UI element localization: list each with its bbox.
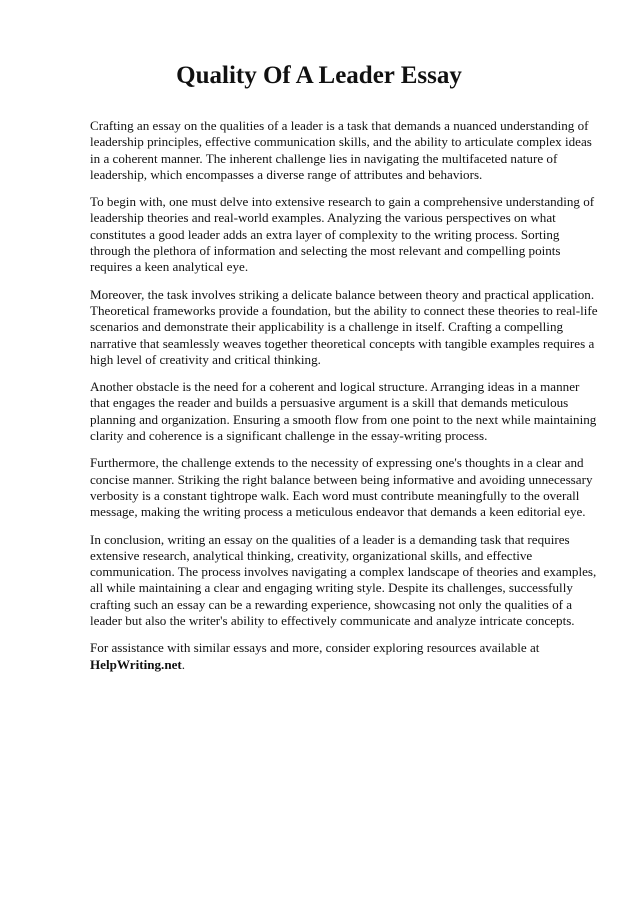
text-line: Another obstacle is the need for a coherent and logical structure. Arranging ideas in a manner <box>90 379 580 395</box>
text-line: through the plethora of information and selecting the most relevant and compelling points <box>90 243 561 259</box>
text-line: in a coherent manner. The inherent challenge lies in navigating the multifaceted nature of <box>90 150 558 166</box>
text-line: clarity and coherence is a significant challenge in the essay-writing process. <box>90 428 488 444</box>
paragraph-5 <box>90 455 593 520</box>
paragraph-3 <box>90 286 598 368</box>
text-line: leadership principles, effective communication skills, and the ability to articulate complex ideas <box>90 134 592 150</box>
text-line: that engages the reader and builds a persuasive argument is a skill that demands meticulous <box>90 395 569 411</box>
footer-link-line <box>90 657 590 673</box>
paragraph-6 <box>90 531 597 630</box>
text-line: To begin with, one must delve into extensive research to gain a comprehensive understanding of <box>90 194 595 210</box>
helpwriting-link[interactable]: HelpWriting.net <box>90 656 182 672</box>
footer-paragraph <box>90 640 590 673</box>
paragraph-2 <box>90 194 595 275</box>
text-line: high level of creativity and critical thinking. <box>90 351 321 367</box>
essay-body <box>90 118 598 684</box>
text-line: concise manner. Striking the right balance between being informative and avoiding unnecessary <box>90 471 593 487</box>
text-line: Crafting an essay on the qualities of a leader is a task that demands a nuanced understanding of <box>90 118 589 133</box>
paragraph-4 <box>90 379 597 444</box>
paragraph-1 <box>90 118 590 183</box>
text-line: planning and organization. Ensuring a smooth flow from one point to the next while maintaining <box>90 411 597 427</box>
text-line: message, making the writing process a meticulous endeavor that demands a keen editorial eye. <box>90 504 586 520</box>
text-line: crafting such an essay can be a rewarding experience, showcasing not only the qualities of a <box>90 596 573 612</box>
text-line: Furthermore, the challenge extends to the necessity of expressing one's thoughts in a clear and <box>90 455 584 471</box>
text-line: scenarios and demonstrate their applicability is a challenge in itself. Crafting a compelling <box>90 319 564 335</box>
footer-period: . <box>181 656 186 672</box>
text-line: communication. The process involves navigating a complex landscape of theories and examples, <box>90 564 597 580</box>
text-line: verbosity is a constant tightrope walk. Each word must contribute meaningfully to the overall <box>90 487 580 503</box>
text-line: Theoretical frameworks provide a foundation, but the ability to connect these theories to real-life <box>90 302 598 318</box>
text-line: leadership, which encompasses a diverse range of attributes and behaviors. <box>90 166 483 182</box>
page-title: Quality Of A Leader Essay <box>176 62 462 89</box>
text-line: In conclusion, writing an essay on the qualities of a leader is a demanding task that requires <box>90 531 570 547</box>
text-line: Moreover, the task involves striking a delicate balance between theory and practical application. <box>90 286 595 302</box>
text-line: leadership theories and real-world examples. Analyzing the various perspectives on what <box>90 210 556 226</box>
footer-text: For assistance with similar essays and more, consider exploring resources available at <box>90 640 540 656</box>
text-line: narrative that seamlessly weaves together theoretical concepts with tangible examples requires a <box>90 335 595 351</box>
text-line: leader but also the writer's ability to effectively communicate and analyze intricate concepts. <box>90 613 575 629</box>
text-line: extensive research, analytical thinking, creativity, organizational skills, and effective <box>90 547 533 563</box>
text-line: constitutes a good leader adds an extra layer of complexity to the writing process. Sorting <box>90 226 560 242</box>
text-line: all while maintaining a clear and engaging writing style. Despite its challenges, successfully <box>90 580 573 596</box>
text-line: requires a keen analytical eye. <box>90 259 249 275</box>
